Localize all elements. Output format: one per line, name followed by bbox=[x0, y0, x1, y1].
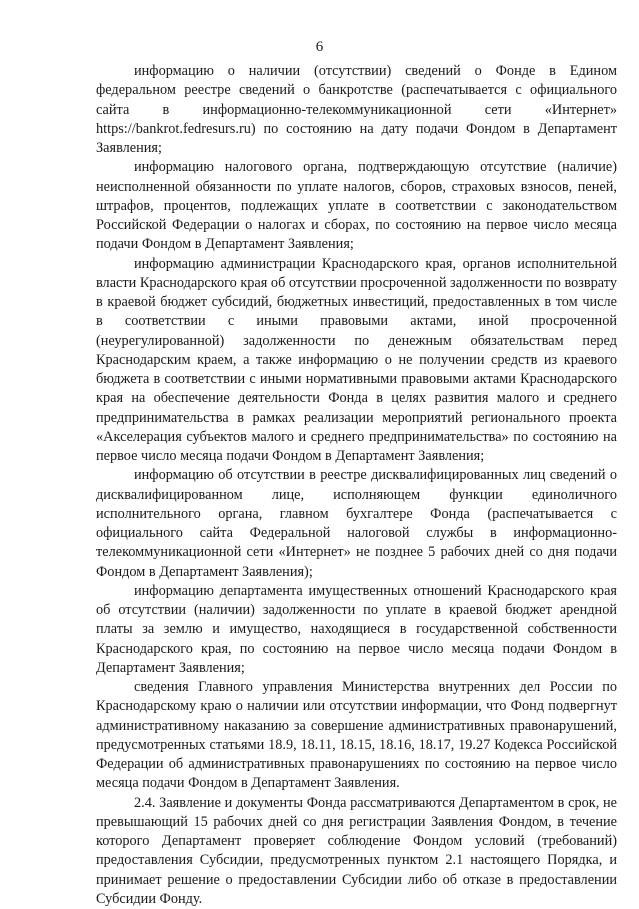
paragraph-regional-administration-info: информацию администрации Краснодарского края, органов исполнительной власти Краснодарского края об отсутствии просроченной задолженности по возврату в краевой бюджет субсидий, бюджетных инвестиций, предоставленных в том числе в соответствии с иными правовыми актами, иной просроченной (неурегулированной) задолженности по денежным обязательствам перед Краснодарским краем, а также информацию о не получении средств из краевого бюджета в соответствии с иными нормативными правовыми актами Краснодарского края на обеспечение деятельности Фонда в целях развития малого и среднего предпринимательства в рамках реализации мероприятий регионального проекта «Акселерация субъектов малого и среднего предпринимательства» по состоянию на первое число месяца подачи Фондом в Департамент Заявления; bbox=[96, 255, 617, 467]
paragraph-bankruptcy-registry-info: информацию о наличии (отсутствии) сведений о Фонде в Едином федеральном реестре сведений о банкротстве (распечатывается с официального сайта в информационно-телекоммуникационной сети «Интернет» https://bankrot.fedresurs.ru) по состоянию на дату подачи Фондом в Департамент Заявления; bbox=[96, 62, 617, 158]
paragraph-property-department-info: информацию департамента имущественных отношений Краснодарского края об отсутствии (наличии) задолженности по уплате в краевой бюджет арендной платы за землю и имущество, находящиеся в государственной собственности Краснодарского края, по состоянию на первое число месяца подачи Фондом в Департамент Заявления; bbox=[96, 582, 617, 678]
page-number: 6 bbox=[0, 38, 639, 56]
paragraph-interior-ministry-info: сведения Главного управления Министерства внутренних дел России по Краснодарскому краю о наличии или отсутствии информации, что Фонд подвергнут административному наказанию за совершение административных правонарушений, предусмотренных статьями 18.9, 18.11, 18.15, 18.16, 18.17, 19.27 Кодекса Российской Федерации об административных правонарушениях по состоянию на первое число месяца подачи Фондом в Департамент Заявления. bbox=[96, 678, 617, 794]
document-body bbox=[96, 62, 617, 909]
paragraph-disqualified-persons-info: информацию об отсутствии в реестре дисквалифицированных лиц сведений о дисквалифицированном лице, исполняющем функции единоличного исполнительного органа, главном бухгалтере Фонда (распечатывается с официального сайта Федеральной налоговой службы в информационно-телекоммуникационной сети «Интернет» не позднее 5 рабочих дней со дня подачи Фондом в Департамент Заявления); bbox=[96, 466, 617, 582]
paragraph-clause-2-4: 2.4. Заявление и документы Фонда рассматриваются Департаментом в срок, не превышающий 15 рабочих дней со дня регистрации Заявления Фондом, в течение которого Департамент проверяет соблюдение Фондом условий (требований) предоставления Субсидии, предусмотренных пунктом 2.1 настоящего Порядка, и принимает решение о предоставлении Субсидии либо об отказе в предоставлении Субсидии Фонду. bbox=[96, 794, 617, 909]
paragraph-tax-authority-info: информацию налогового органа, подтверждающую отсутствие (наличие) неисполненной обязанности по уплате налогов, сборов, страховых взносов, пеней, штрафов, процентов, подлежащих уплате в соответствии с законодательством Российской Федерации о налогах и сборах, по состоянию на первое число месяца подачи Фондом в Департамент Заявления; bbox=[96, 158, 617, 254]
